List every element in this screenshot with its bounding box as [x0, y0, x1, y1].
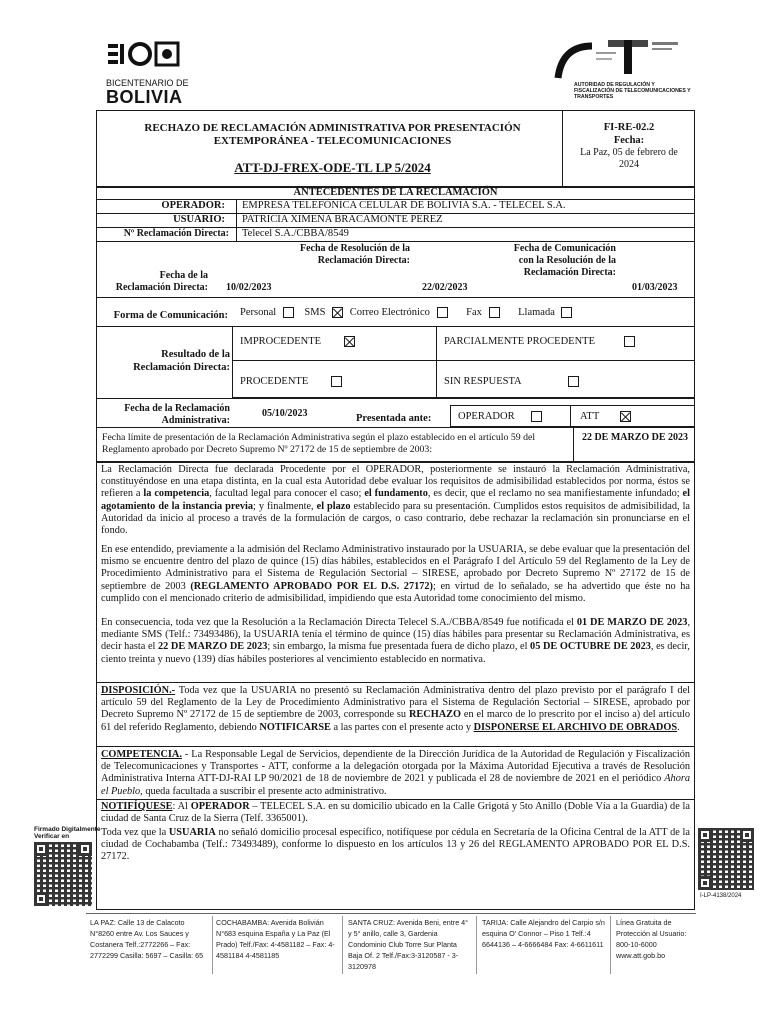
fecha-res-value: 22/02/2023 [422, 282, 468, 293]
notif-text-a: : Al [172, 801, 191, 812]
footer-lapaz: LA PAZ: Calle 13 de Calacoto N°8260 entre Av. Los Sauces y Costanera Telf.:2772266 – Fax: 2772299 Casilla: 5697 – Casilla: 65 [90, 918, 204, 960]
document-code: ATT-DJ-FREX-ODE-TL LP 5/2024 [234, 160, 431, 175]
document-qr-code[interactable] [698, 828, 754, 890]
procedente-checkbox[interactable] [331, 376, 342, 387]
notif-text-d: Toda vez que la [101, 827, 169, 838]
operador-option [458, 411, 542, 422]
usuario-value: PATRICIA XIMENA BRACAMONTE PEREZ [242, 214, 443, 225]
comp-text-a: - La Responsable Legal de Servicios, dependiente de la Dirección Jurídica de la Autoridad de Regulación y Fiscalización de Telecomunicaciones y Transportes - ATT, conforme a la delegación otorgada por la Máxima Autoridad Ejecutiva a través de Resolución Administrativa Interna ATT-DJ-RAI LP 90/2021 de 18 de noviembre de 2021 y publicada el 28 de noviembre de 2021 en el periódico [101, 749, 690, 785]
p3-text-e: ; sin embargo, la misma fue presentada fuera de dicho plazo, el [267, 641, 531, 653]
firmado-line1: Firmado Digitalmente [34, 826, 101, 833]
p1-bold-fundamento: el fundamento [364, 488, 428, 500]
p1-text-c: , facultad legal para conocer el caso; [209, 488, 365, 500]
qr-code-label: I-LP-4138/2024 [700, 893, 742, 899]
notif-text-f: no señaló domicilio procesal específico, notifíquese por cédula en Secretaría de la Oficina Central de la ATT de la ciudad de Cochabamba (Telf.: 73493489), conforme lo dispuesto en los artículos 13 y 26 del REGLAMENTO APROBADO POR EL D.S. 27172. [101, 827, 690, 863]
notifiquese-label: NOTIFÍQUESE [101, 801, 173, 812]
parcialmente-option [444, 336, 635, 347]
operador-option-label: OPERADOR [458, 411, 515, 422]
p3-text-c: , mediante SMS (Telf.: 73493486), la USUARIA tenía el término de quince (15) días hábiles para presentar su Reclamación Administrativa, es decir hasta el [101, 617, 691, 653]
correo-label: Correo Electrónico [349, 307, 430, 318]
nro-reclamacion-value: Telecel S.A./CBBA/8549 [242, 228, 349, 239]
p1-bold-plazo: el plazo [316, 500, 351, 512]
paragraph-consecuencia [101, 617, 690, 666]
att-option [580, 411, 631, 422]
personal-label: Personal [240, 307, 277, 318]
procedente-option [240, 376, 342, 387]
parcialmente-checkbox[interactable] [624, 336, 635, 347]
resultado-label: Resultado de la Reclamación Directa: [133, 349, 230, 373]
firmado-text [34, 826, 100, 840]
p3-bold-date3: 05 DE OCTUBRE DE 2023 [530, 641, 651, 653]
fax-label: Fax [466, 307, 482, 318]
improcedente-option [240, 336, 355, 347]
p1-text-f: establecido para su presentación. Cumplidos estos requisitos de admisibilidad, la Autoridad da inicio al proceso a través de la formulación de cargos, o caso contrario, debe rechazar la reclamación sin pronunciarse en el fondo. [101, 500, 690, 537]
document-title-line1: RECHAZO DE RECLAMACIÓN ADMINISTRATIVA POR PRESENTACIÓN [144, 122, 521, 134]
competencia-label: COMPETENCIA. [101, 749, 182, 760]
sms-checkbox[interactable] [332, 307, 343, 318]
form-id: FI-RE-02.2 [603, 122, 655, 133]
disp-text-e: a las partes con el presente acto y [330, 721, 474, 733]
sin-respuesta-label: SIN RESPUESTA [444, 376, 522, 387]
paragraph-competencia [101, 749, 690, 798]
llamada-checkbox[interactable] [561, 307, 572, 318]
footer-linea-gratuita: Línea Gratuita de Protección al Usuario: 800-10-6000 www.att.gob.bo [616, 918, 687, 960]
bicentenario-text: BICENTENARIO DE [106, 78, 189, 88]
fecha-label: Fecha: [613, 135, 645, 146]
disposicion-label: DISPOSICIÓN.- [101, 685, 176, 696]
fecha-admin-label: Fecha de la Reclamación Administrativa: [124, 403, 230, 426]
bicentenario-emblem-icon [106, 40, 186, 72]
bolivia-text: BOLIVIA [106, 87, 183, 107]
paragraph-notifiquese [101, 801, 690, 825]
att-checkbox[interactable] [620, 411, 631, 422]
disp-text-c: en el marco de lo prescrito por el inciso a) del artículo 61 del referido Reglamento, debiendo [101, 709, 690, 733]
att-caption: AUTORIDAD DE REGULACIÓN Y FISCALIZACIÓN DE TELECOMUNICACIONES Y TRANSPORTES [574, 82, 691, 100]
document-title-line2: EXTEMPORÁNEA - TELECOMUNICACIONES [213, 135, 452, 147]
p3-text-g: , es decir, ciento treinta y nuevo (139) días hábiles posteriores al vencimiento establecido en normativa. [101, 641, 690, 665]
att-emblem-icon [552, 38, 682, 86]
fecha-rd-value: 10/02/2023 [226, 282, 272, 293]
paragraph-notifiquese-usuaria [101, 827, 690, 864]
improcedente-label: IMPROCEDENTE [240, 336, 322, 347]
notif-bold-operador: OPERADOR [190, 801, 250, 812]
p1-text-a: La Reclamación Directa fue declarada Procedente por el OPERADOR, posteriormente se instauró la Reclamación Administrativa, constituyéndose en una etapa distinta, en la cual esta Autoridad debe evaluar los requisitos de admisibilidad establecidos por norma, éstos se refieren a [101, 464, 690, 500]
notif-text-c: – TELECEL S.A. en su domicilio ubicado en la Calle Grigotá y 5to Anillo (Doble Vía a la Guardia) de la ciudad de Santa Cruz de la Sierra (Telf. 3365001). [101, 801, 690, 825]
fecha-rd-label: Fecha de la Reclamación Directa: [115, 270, 208, 293]
comp-text-b: , queda facultada a suscribir el presente acto administrativo. [140, 785, 387, 797]
parcialmente-label: PARCIALMENTE PROCEDENTE [444, 336, 595, 347]
paragraph-entendido [101, 544, 690, 605]
sms-label: SMS [304, 307, 326, 318]
fecha-res-label: Fecha de Resolución de la Reclamación Directa: [300, 243, 410, 266]
disp-bold-rechazo: RECHAZO [408, 709, 462, 721]
sin-respuesta-checkbox[interactable] [568, 376, 579, 387]
fecha-admin-value: 05/10/2023 [262, 408, 308, 419]
notif-bold-usuaria: USUARIA [168, 827, 216, 838]
usuario-label: USUARIO: [173, 214, 225, 225]
att-logo [552, 38, 692, 100]
limite-text: Fecha límite de presentación de la Reclamación Administrativa según el plazo establecido en el artículo 59 del Reglamento aprobado por Decreto Supremo Nº 27172 de 15 de septiembre de 2003: [102, 432, 536, 455]
llamada-label: Llamada [518, 307, 555, 318]
fecha-value: La Paz, 05 de febrero de 2024 [580, 147, 678, 170]
presentada-label: Presentada ante: [356, 413, 432, 424]
forma-options [240, 307, 572, 318]
disp-bold-notificarse: NOTIFICARSE [259, 721, 331, 733]
personal-checkbox[interactable] [283, 307, 294, 318]
nro-reclamacion-label: Nº Reclamación Directa: [123, 228, 229, 239]
comp-periodico: Ahora el Pueblo [101, 773, 690, 797]
operador-label: OPERADOR: [161, 200, 225, 211]
p1-text-d: , es decir, que el reclamo no sea manifiestamente infundado; [427, 488, 683, 500]
p3-bold-date1: 01 DE MARZO DE 2023 [576, 617, 688, 628]
operador-value: EMPRESA TELEFÓNICA CELULAR DE BOLIVIA S.A. - TELECEL S.A. [242, 200, 566, 211]
p1-text-e: ; y finalmente, [252, 500, 317, 512]
sin-respuesta-option [444, 376, 579, 387]
operador-checkbox[interactable] [531, 411, 542, 422]
signature-qr-code[interactable] [34, 842, 92, 906]
footer-cochabamba: COCHABAMBA: Avenida Bolivián N°683 esquina España y La Paz (El Prado) Telf./Fax: 4-4581182 – Fax: 4-4581184 4-4581185 [216, 918, 335, 960]
antecedentes-heading: ANTECEDENTES DE LA RECLAMACIÓN [293, 187, 498, 198]
p2-text-c: ; en virtud de lo señalado, se ha advertido que éste no ha cumplido con el mencionado criterio de admisibilidad, impidiendo que esta Autoridad tome conocimiento del mismo. [101, 580, 690, 604]
disp-bold-archivo: DISPONERSE EL ARCHIVO DE OBRADOS [473, 721, 678, 733]
p2-bold-reglamento: (REGLAMENTO APROBADO POR EL D.S. 27172) [190, 580, 433, 592]
paragraph-disposicion [101, 685, 690, 734]
procedente-label: PROCEDENTE [240, 376, 309, 387]
forma-label: Forma de Comunicación: [113, 310, 228, 321]
fecha-com-value: 01/03/2023 [632, 282, 678, 293]
firmado-line2: Verificar en [34, 833, 70, 840]
p1-bold-agotamiento: el agotamiento de la instancia previa [101, 488, 690, 512]
p3-bold-date2: 22 DE MARZO DE 2023 [157, 641, 268, 653]
footer-tarija: TARIJA: Calle Alejandro del Carpio s/n esquina O' Connor – Piso 1 Telf.:4 6644136 – 4-6666484 Fax: 4-6611611 [482, 918, 605, 949]
improcedente-checkbox[interactable] [344, 336, 355, 347]
att-option-label: ATT [580, 411, 600, 422]
p1-bold-competencia: la competencia [143, 488, 210, 500]
correo-checkbox[interactable] [437, 307, 448, 318]
fax-checkbox[interactable] [489, 307, 500, 318]
limite-value: 22 DE MARZO DE 2023 [581, 432, 689, 443]
bicentenario-logo [106, 40, 198, 107]
p2-text-a: En ese entendido, previamente a la admisión del Reclamo Administrativo instaurado por la USUARIA, se debe evaluar que la presentación del mismo se encuentre dentro del plazo de quince (15) días hábiles, establecidos en el Parágrafo I del Artículo 59 del Reglamento de la Ley de Procedimiento Administrativo para el Sistema de Regulación Sectorial – SIRESE, aprobado por Decreto Supremo Nº 27172 de 15 de septiembre de 2003 [101, 544, 690, 592]
p3-text-a: En consecuencia, toda vez que la Resolución a la Reclamación Directa Telecel S.A./CBBA/8549 fue notificada el [101, 617, 577, 628]
footer-santacruz: SANTA CRUZ: Avenida Beni, entre 4° y 5° anillo, calle 3, Gardenia Condominio Club Torre Sur Planta Baja Of. 2 Telf./Fax:3-3120587 - 3-3120978 [348, 918, 469, 971]
paragraph-admisibilidad [101, 464, 690, 537]
fecha-com-label: Fecha de Comunicación con la Resolución de la Reclamación Directa: [513, 243, 616, 278]
disp-text-g: . [677, 721, 680, 733]
disp-text-a: Toda vez que la USUARIA no presentó su Reclamación Administrativa dentro del plazo previsto por el parágrafo I del artículo 59 del Reglamento de la Ley de Procedimiento Administrativo para el Sistema de Regulación Sectorial – SIRESE, aprobado por Decreto Supremo Nº 27172 de 15 de septiembre de 2003, corresponde su [101, 685, 690, 721]
